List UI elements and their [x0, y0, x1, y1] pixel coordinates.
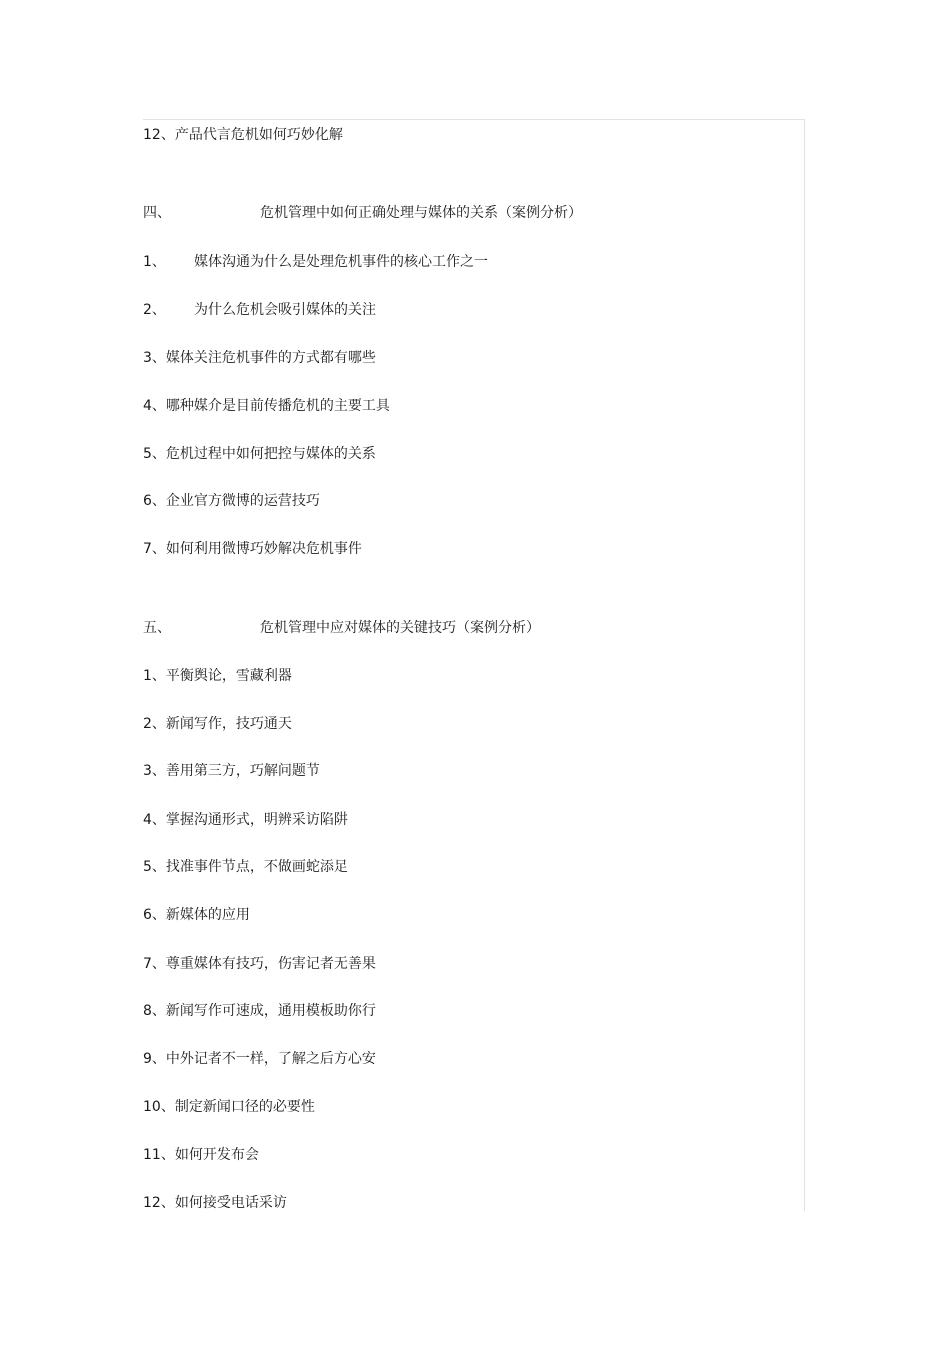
item-text: 企业官方微博的运营技巧 — [165, 493, 320, 509]
item-text: 新闻写作可速成，通用模板助你行 — [165, 1003, 376, 1019]
list-item — [143, 253, 488, 271]
section-heading-5 — [143, 619, 540, 637]
item-text: 为什么危机会吸引媒体的关注 — [194, 302, 376, 318]
item-number: 7、 — [143, 956, 166, 972]
list-item — [143, 715, 292, 733]
item-text: 制定新闻口径的必要性 — [174, 1099, 315, 1115]
list-item — [143, 762, 320, 780]
item-text: 如何利用微博巧妙解决危机事件 — [165, 541, 362, 557]
list-item — [143, 1002, 376, 1020]
item-text: 善用第三方，巧解问题节 — [165, 763, 320, 779]
list-item — [143, 1194, 287, 1212]
item-number: 3、 — [143, 763, 166, 779]
section-number: 五、 — [143, 620, 171, 636]
item-number: 2、 — [143, 302, 166, 318]
item-number: 12、 — [143, 127, 175, 143]
list-item — [143, 858, 348, 876]
item-number: 6、 — [143, 493, 166, 509]
item-text: 平衡舆论，雪藏利器 — [165, 668, 292, 684]
list-item — [143, 955, 376, 973]
item-text: 掌握沟通形式，明辨采访陷阱 — [165, 812, 348, 828]
item-text: 中外记者不一样，了解之后方心安 — [165, 1051, 376, 1067]
item-text: 产品代言危机如何巧妙化解 — [174, 127, 343, 143]
item-text: 媒体沟通为什么是处理危机事件的核心工作之一 — [194, 254, 488, 270]
list-item — [143, 301, 376, 319]
item-number: 2、 — [143, 716, 166, 732]
item-text: 危机过程中如何把控与媒体的关系 — [165, 446, 376, 462]
item-text: 如何接受电话采访 — [174, 1195, 287, 1211]
item-text: 新闻写作，技巧通天 — [165, 716, 292, 732]
item-number: 3、 — [143, 350, 166, 366]
list-item — [143, 349, 376, 367]
list-item — [143, 1098, 315, 1116]
item-number: 11、 — [143, 1147, 175, 1163]
section-title: 危机管理中如何正确处理与媒体的关系（案例分析） — [260, 205, 582, 221]
list-item — [143, 667, 292, 685]
list-item — [143, 811, 348, 829]
list-item — [143, 126, 343, 144]
item-number: 5、 — [143, 859, 166, 875]
list-item — [143, 540, 362, 558]
list-item — [143, 397, 390, 415]
item-text: 媒体关注危机事件的方式都有哪些 — [165, 350, 376, 366]
section-heading-4 — [143, 204, 582, 222]
item-text: 找准事件节点，不做画蛇添足 — [165, 859, 348, 875]
item-text: 新媒体的应用 — [165, 907, 250, 923]
item-number: 8、 — [143, 1003, 166, 1019]
item-number: 10、 — [143, 1099, 175, 1115]
item-number: 4、 — [143, 398, 166, 414]
item-text: 如何开发布会 — [174, 1147, 259, 1163]
item-number: 9、 — [143, 1051, 166, 1067]
section-title: 危机管理中应对媒体的关键技巧（案例分析） — [260, 620, 540, 636]
item-number: 7、 — [143, 541, 166, 557]
item-number: 4、 — [143, 812, 166, 828]
page-border — [143, 119, 805, 1211]
item-number: 1、 — [143, 254, 166, 270]
item-number: 1、 — [143, 668, 166, 684]
item-text: 哪种媒介是目前传播危机的主要工具 — [165, 398, 390, 414]
list-item — [143, 1050, 376, 1068]
list-item — [143, 492, 320, 510]
list-item — [143, 906, 250, 924]
list-item — [143, 1146, 259, 1164]
item-number: 6、 — [143, 907, 166, 923]
list-item — [143, 445, 376, 463]
item-text: 尊重媒体有技巧，伤害记者无善果 — [165, 956, 376, 972]
section-number: 四、 — [143, 205, 171, 221]
item-number: 12、 — [143, 1195, 175, 1211]
item-number: 5、 — [143, 446, 166, 462]
